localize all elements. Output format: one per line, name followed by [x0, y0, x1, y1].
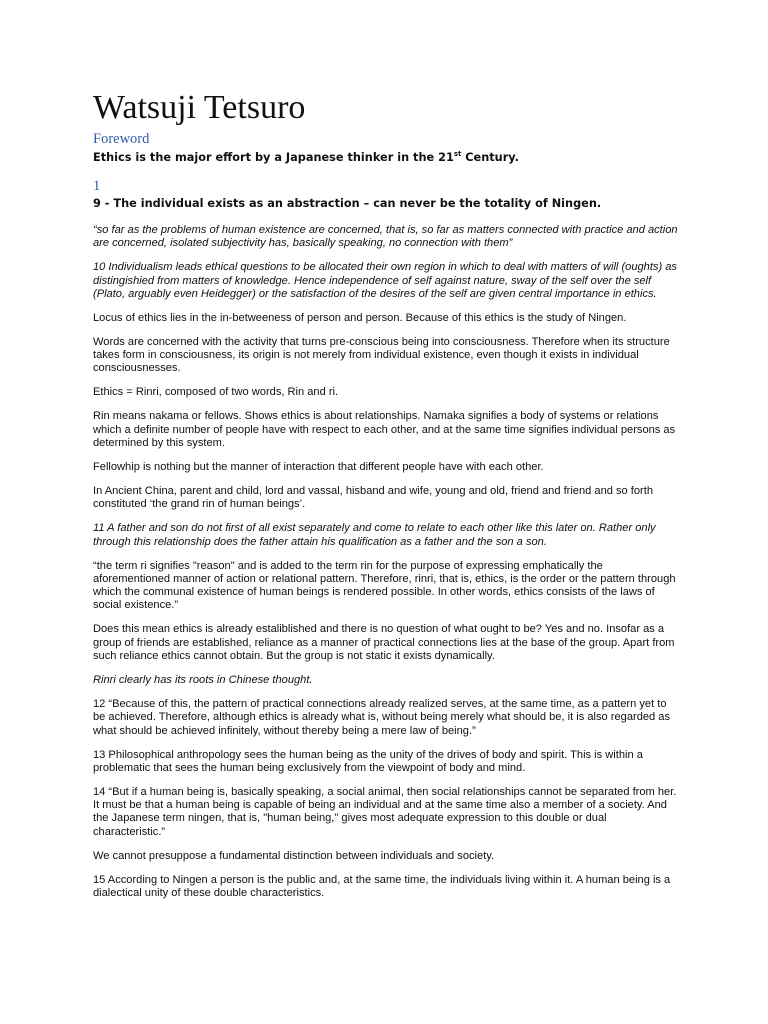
paragraph: Does this mean ethics is already estaliblished and there is no question of what ought to be? Yes and no. Insofar as a group of friends are established, reliance as a manner of practical connections lies at the base of the group. Apart from such reliance ethics cannot obtain. But the group is not static it exists dynamically. — [93, 623, 675, 662]
document-body — [93, 224, 678, 911]
paragraph: Locus of ethics lies in the in-betweeness of person and person. Because of this ethics is the study of Ningen. — [93, 311, 627, 324]
foreword-heading: Foreword — [93, 131, 150, 147]
paragraph: 10 Individualism leads ethical questions to be allocated their own region in which to deal with matters of will (oughts) as distingishied from matters of knowledge. Hence independence of self against nature, sway of the self over the self (Plato, arguably even Heidegger) or the satisfaction of the desires of the self are given central importance in ethics. — [93, 261, 677, 300]
paragraph: 12 “Because of this, the pattern of practical connections already realized serves, at the same time, as a pattern yet to be achieved. Therefore, although ethics is already what is, without being merely what should be, it is also regarded as what should be achieved infinitely, without thereby being a mere law of being.” — [93, 697, 670, 737]
paragraph: Words are concerned with the activity that turns pre-conscious being into consciousness. Therefore when its structure takes form in consciousness, its origin is not merely from individual existence, even though it exists in individual consciousnesses. — [93, 335, 670, 375]
paragraph: 14 “But if a human being is, basically speaking, a social animal, then social relationships cannot be separated from her. It must be that a human being is capable of being an individual and at the same time also a member of a society. And the Japanese term ningen, that is, "human being," gives most adequate expression to this double or dual characteristic.” — [93, 785, 677, 838]
section-subhead: 9 - The individual exists as an abstraction – can never be the totality of Ningen. — [93, 197, 602, 210]
paragraph: In Ancient China, parent and child, lord and vassal, hisband and wife, young and old, friend and friend and so forth constituted ‘the grand rin of human beings’. — [93, 484, 653, 511]
section-number-heading: 1 — [93, 178, 101, 194]
paragraph: 15 According to Ningen a person is the public and, at the same time, the individuals living within it. A human being is a dialectical unity of these double characteristics. — [93, 873, 671, 899]
foreword-subtitle — [93, 150, 519, 165]
subtitle-tail: Century. — [461, 151, 519, 164]
paragraph: We cannot presuppose a fundamental distinction between individuals and society. — [93, 849, 495, 862]
paragraph: “the term ri signifies "reason" and is added to the term rin for the purpose of expressing emphatically the aforementioned manner of action or relational pattern. Therefore, rinri, that is, ethics, is the order or the pattern through which the communal existence of human beings is rendered possible. In other words, ethics consists of the laws of social existence.” — [93, 559, 676, 612]
paragraph: Rinri clearly has its roots in Chinese thought. — [93, 673, 313, 686]
document-title: Watsuji Tetsuro — [93, 89, 306, 126]
paragraph: “so far as the problems of human existence are concerned, that is, so far as matters connected with practice and action are concerned, isolated subjectivity has, basically speaking, no connection with them” — [93, 224, 678, 250]
subtitle-text: Ethics is the major effort by a Japanese thinker in the 21 — [93, 151, 454, 164]
subtitle-superscript: st — [453, 150, 462, 159]
paragraph: 13 Philosophical anthropology sees the human being as the unity of the drives of body and spirit. This is within a problematic that sees the human being exclusively from the viewpoint of body and mind. — [93, 748, 643, 774]
paragraph: Ethics = Rinri, composed of two words, Rin and ri. — [93, 386, 339, 399]
paragraph: Rin means nakama or fellows. Shows ethics is about relationships. Namaka signifies a body of systems or relations which a definite number of people have with respect to each other, and at the same time signifies individual persons as determined by this system. — [93, 410, 676, 449]
paragraph: 11 A father and son do not first of all exist separately and come to relate to each other like this later on. Rather only through this relationship does the father attain his qualification as a father and the son a son. — [93, 522, 656, 548]
paragraph: Fellowhip is nothing but the manner of interaction that different people have with each other. — [93, 460, 544, 473]
